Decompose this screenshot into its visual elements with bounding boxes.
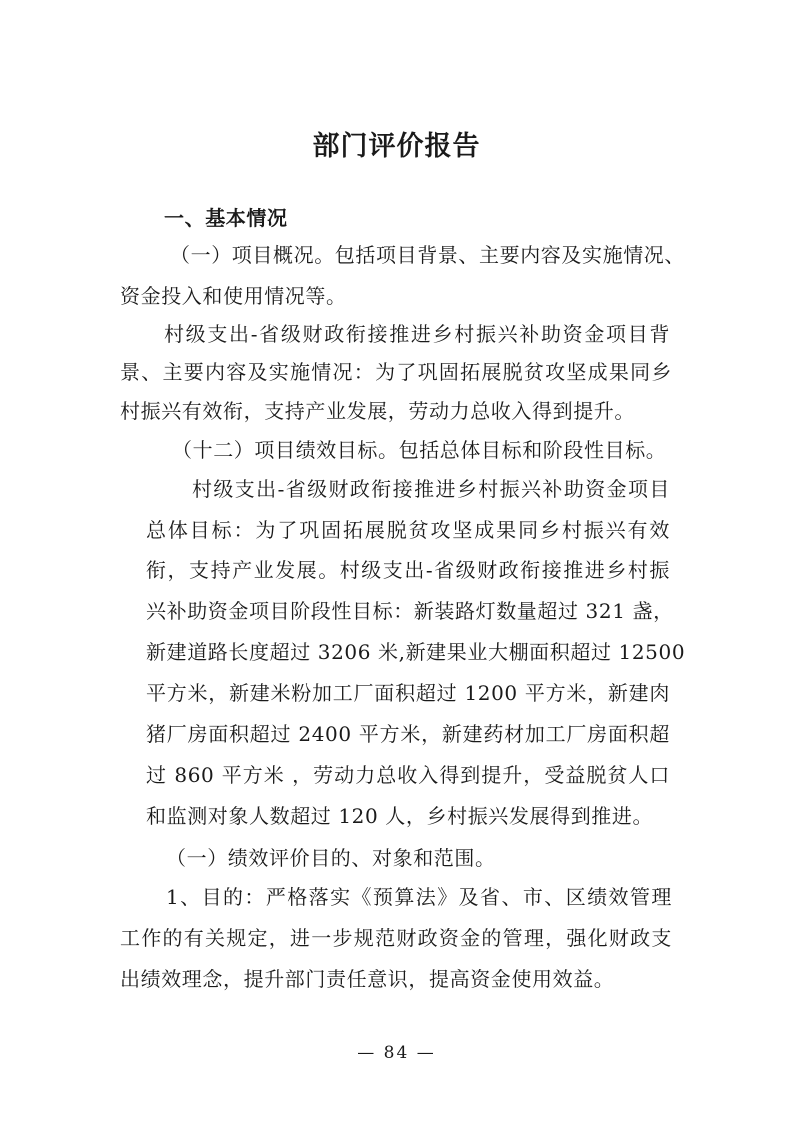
paragraph-line: 新建道路长度超过 3206 米,新建果业大棚面积超过 12500 bbox=[146, 640, 686, 664]
paragraph-line: 猪厂房面积超过 2400 平方米，新建药材加工厂房面积超 bbox=[146, 722, 670, 746]
page-number: — 84 — bbox=[357, 1043, 436, 1063]
paragraph-line: 平方米，新建米粉加工厂面积超过 1200 平方米，新建肉 bbox=[146, 681, 670, 705]
paragraph-line: 总体目标：为了巩固拓展脱贫攻坚成果同乡村振兴有效 bbox=[146, 518, 670, 542]
paragraph-line: （十二）项目绩效目标。包括总体目标和阶段性目标。 bbox=[172, 438, 667, 462]
paragraph-line: （一）绩效评价目的、对象和范围。 bbox=[166, 846, 496, 870]
paragraph-line: 景、主要内容及实施情况：为了巩固拓展脱贫攻坚成果同乡 bbox=[120, 360, 672, 384]
paragraph-line: 村级支出-省级财政衔接推进乡村振兴补助资金项目背 bbox=[164, 322, 670, 346]
paragraph-line: 出绩效理念，提升部门责任意识，提高资金使用效益。 bbox=[120, 967, 615, 991]
paragraph-line: 资金投入和使用情况等。 bbox=[120, 284, 347, 308]
paragraph-line: 和监测对象人数超过 120 人，乡村振兴发展得到推进。 bbox=[146, 804, 654, 828]
paragraph-line: 过 860 平方米 ，劳动力总收入得到提升，受益脱贫人口 bbox=[146, 763, 670, 787]
paragraph-line: 1、目的：严格落实《预算法》及省、市、区绩效管理 bbox=[166, 885, 672, 909]
paragraph-line: 村级支出-省级财政衔接推进乡村振兴补助资金项目 bbox=[192, 477, 670, 501]
paragraph-line: 村振兴有效衔，支持产业发展，劳动力总收入得到提升。 bbox=[120, 399, 635, 423]
paragraph-line: （一）项目概况。包括项目背景、主要内容及实施情况、 bbox=[170, 243, 685, 267]
paragraph-line: 工作的有关规定，进一步规范财政资金的管理，强化财政支 bbox=[120, 926, 672, 950]
paragraph-line: 衔，支持产业发展。村级支出-省级财政衔接推进乡村振 bbox=[146, 558, 670, 582]
page-title: 部门评价报告 bbox=[312, 131, 481, 162]
paragraph-line: 兴补助资金项目阶段性目标：新装路灯数量超过 321 盏， bbox=[146, 599, 674, 623]
section-heading-basic-info: 一、基本情况 bbox=[164, 206, 288, 230]
